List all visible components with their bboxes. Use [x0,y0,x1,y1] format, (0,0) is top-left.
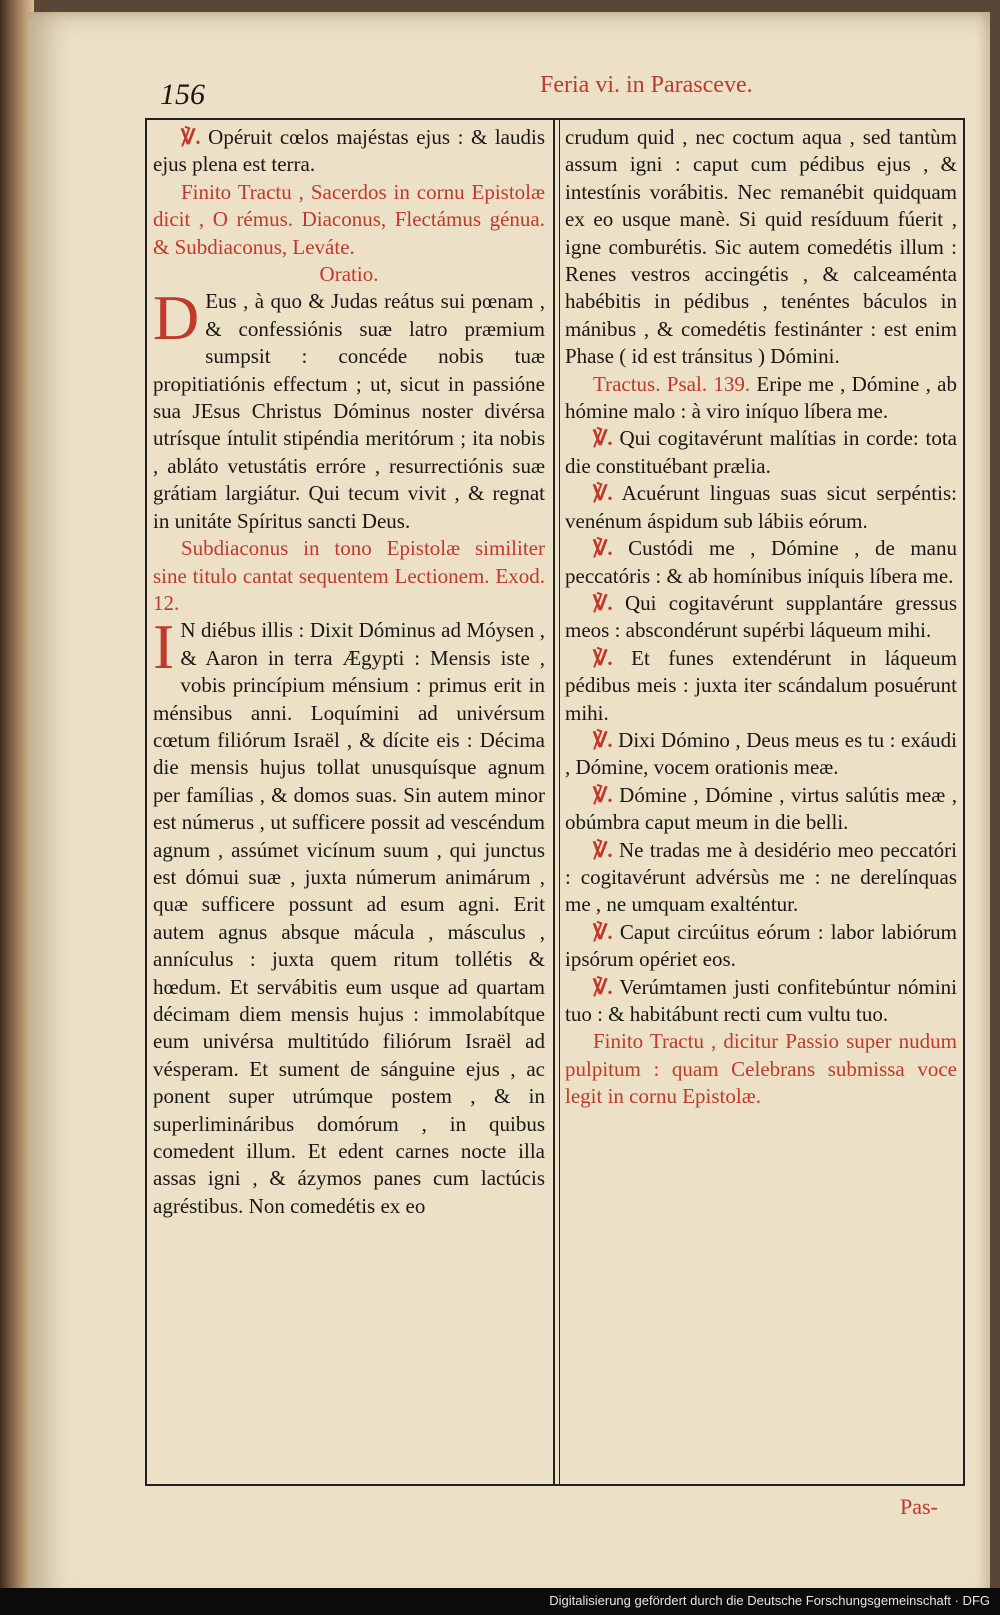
oratio-paragraph [153,282,545,535]
verse-text: Qui cogitavérunt supplantáre gressus meos : abscondérunt supérbi láqueum mihi. [565,590,958,643]
page-number: 156 [160,78,205,111]
verse-item [565,480,957,535]
drop-cap-i: I [153,611,175,683]
versicle-mark: ℣. [593,590,613,615]
digitization-footer [0,1588,1000,1615]
lectio-paragraph [153,611,545,1220]
versicle-mark: ℣. [593,727,613,752]
verse-item [565,782,957,837]
versicle-mark: ℣. [593,974,613,999]
versicle-mark: ℣. [593,536,613,561]
footer-text: Digitalisierung gefördert durch die Deutsche Forschungsgemeinschaft · DFG [549,1593,990,1608]
page-header [120,66,960,111]
drop-cap-d: D [153,282,200,354]
rubric-subdiaconus: Subdiaconus in tono Epistolæ similiter sine titulo cantat sequentem Lectionem. Exod. 12. [153,536,545,615]
verse-item [565,425,957,480]
running-head: Feria vi. in Parasceve. [540,72,753,98]
verse-text: Dómine , Dómine , virtus salútis meæ , obúmbra caput meum in die belli. [565,782,958,835]
verse-text: Caput circúitus eórum : labor labiórum ipsórum opériet eos. [565,919,958,972]
rubric-passio: Finito Tractu , dicitur Passio super nudum pulpitum : quam Celebrans submissa voce legit in cornu Epistolæ. [565,1029,957,1109]
verse-item [565,837,957,919]
verse-text: Opéruit cœlos majéstas ejus : & laudis ejus plena est terra. [153,125,545,177]
versicle-mark: ℣. [593,481,613,506]
versicle-mark: ℣. [593,837,613,862]
versicle-mark: ℣. [593,645,613,670]
verse-text: Dixi Dómino , Deus meus es tu : exáudi , Dómine, vocem orationis meæ. [565,727,958,780]
oratio-text: Eus , à quo & Judas reátus sui pœnam , & confessiónis suæ latro præmium sumpsit : concéde nobis tuæ propitiatiónis effectum ; ut, sicut in passióne sua JEsus Christus Dóminus noster divérsa utrísque íntulit stipéndia meritórum ; ita nobis , abláto vetustátis erróre , resurrectiónis suæ grátiam largiátur. Qui tecum vivit , & regnat in unitáte Spíritus sancti Deus. [153,289,545,533]
verse-opening [153,124,545,179]
tractus-label: Tractus. Psal. 139. [593,371,751,396]
verse-item [565,919,957,974]
verse-item [565,590,957,645]
verse-text: Qui cogitavérunt malítias in corde: tota die constituébant prælia. [565,426,957,478]
oratio-title: Oratio. [319,262,379,287]
left-column [153,124,545,1220]
versicle-mark: ℣. [593,919,613,944]
tractus-text: Eripe me , Dómine , ab hómine malo : à viro iníquo líbera me. [565,371,958,424]
verse-text: Acuérunt linguas suas sicut serpéntis: venénum áspidum sub lábiis eórum. [565,481,958,533]
verse-item [565,645,957,727]
verse-item [565,974,957,1029]
verse-text: Verúmtamen justi confitebúntur nómini tuo : & habitábunt recti cum vultu tuo. [565,974,957,1026]
column-rule [553,120,560,1484]
tractus-paragraph [565,371,957,426]
rubric-oremus: Finito Tractu , Sacerdos in cornu Epistolæ dicit , O rémus. Diaconus, Flectámus génua. & Subdiaconus, Leváte. [153,179,545,259]
verse-item [565,535,957,590]
verse-item [565,727,957,782]
verse-text: Custódi me , Dómine , de manu peccatóris : & ab homínibus iníquis líbera me. [565,536,958,588]
lectio-text: N diébus illis : Dixit Dóminus ad Móysen , & Aaron in terra Ægypti : Mensis iste , vobis princípium ménsium : primus erit in ménsibus anni. Loquímini ad univérsum cœtum filiórum Israël , & dícite eis : Décima die mensis hujus tollat unusquísque agnum per famílias , & domos suas. Sin autem minor est númerus , ut sufficere possit ad vescéndum agnum , assúmet vicínum suum , qui junctus est dómui suæ , juxta númerum animárum , quæ sufficere possunt ad esum agni. Erit autem agnus absque mácula , másculus , annículus : juxta quem ritum tollétis & hœdum. Et servábitis eum usque ad quartam décimam diem mensis hujus : immolabítque eum univérsa multitúdo filiórum Israël ad vésperam. Et sument de sánguine ejus , ac ponent super utrúmque postem , & in superlimináribus domórum , in quibus comedent illum. Et edent carnes nocte illa assas igni , & ázymos panes cum lactúcis agréstibus. Non comedétis ex eo [153,618,545,1218]
verse-text: Ne tradas me à desidério meo peccatóri : cogitavérunt advérsùs me : ne derelínquas me , ne umquam exalténtur. [565,837,957,917]
versicle-mark: ℣. [181,125,201,149]
text-frame [145,118,965,1486]
versicle-mark: ℣. [593,426,613,451]
versicle-mark: ℣. [593,782,613,807]
verse-text: Et funes extendérunt in láqueum pédibus meis : juxta iter scándalum posuérunt mihi. [565,645,958,725]
lectio-continuation: crudum quid , nec coctum aqua , sed tantùm assum igni : caput cum pédibus ejus , & intestínis vorábitis. Nec remanébit quidquam ex eo usque manè. Si quid resíduum fúerit , igne comburétis. Sic autem comedétis illum : Renes vestros accingétis , & calceaménta habébitis in pédibus , tenéntes báculos in mánibus , & comedétis festinánter : est enim Phase ( id est tránsitus ) Dómini. [565,125,957,369]
right-column [565,124,957,1111]
catchword: Pas- [900,1494,938,1519]
